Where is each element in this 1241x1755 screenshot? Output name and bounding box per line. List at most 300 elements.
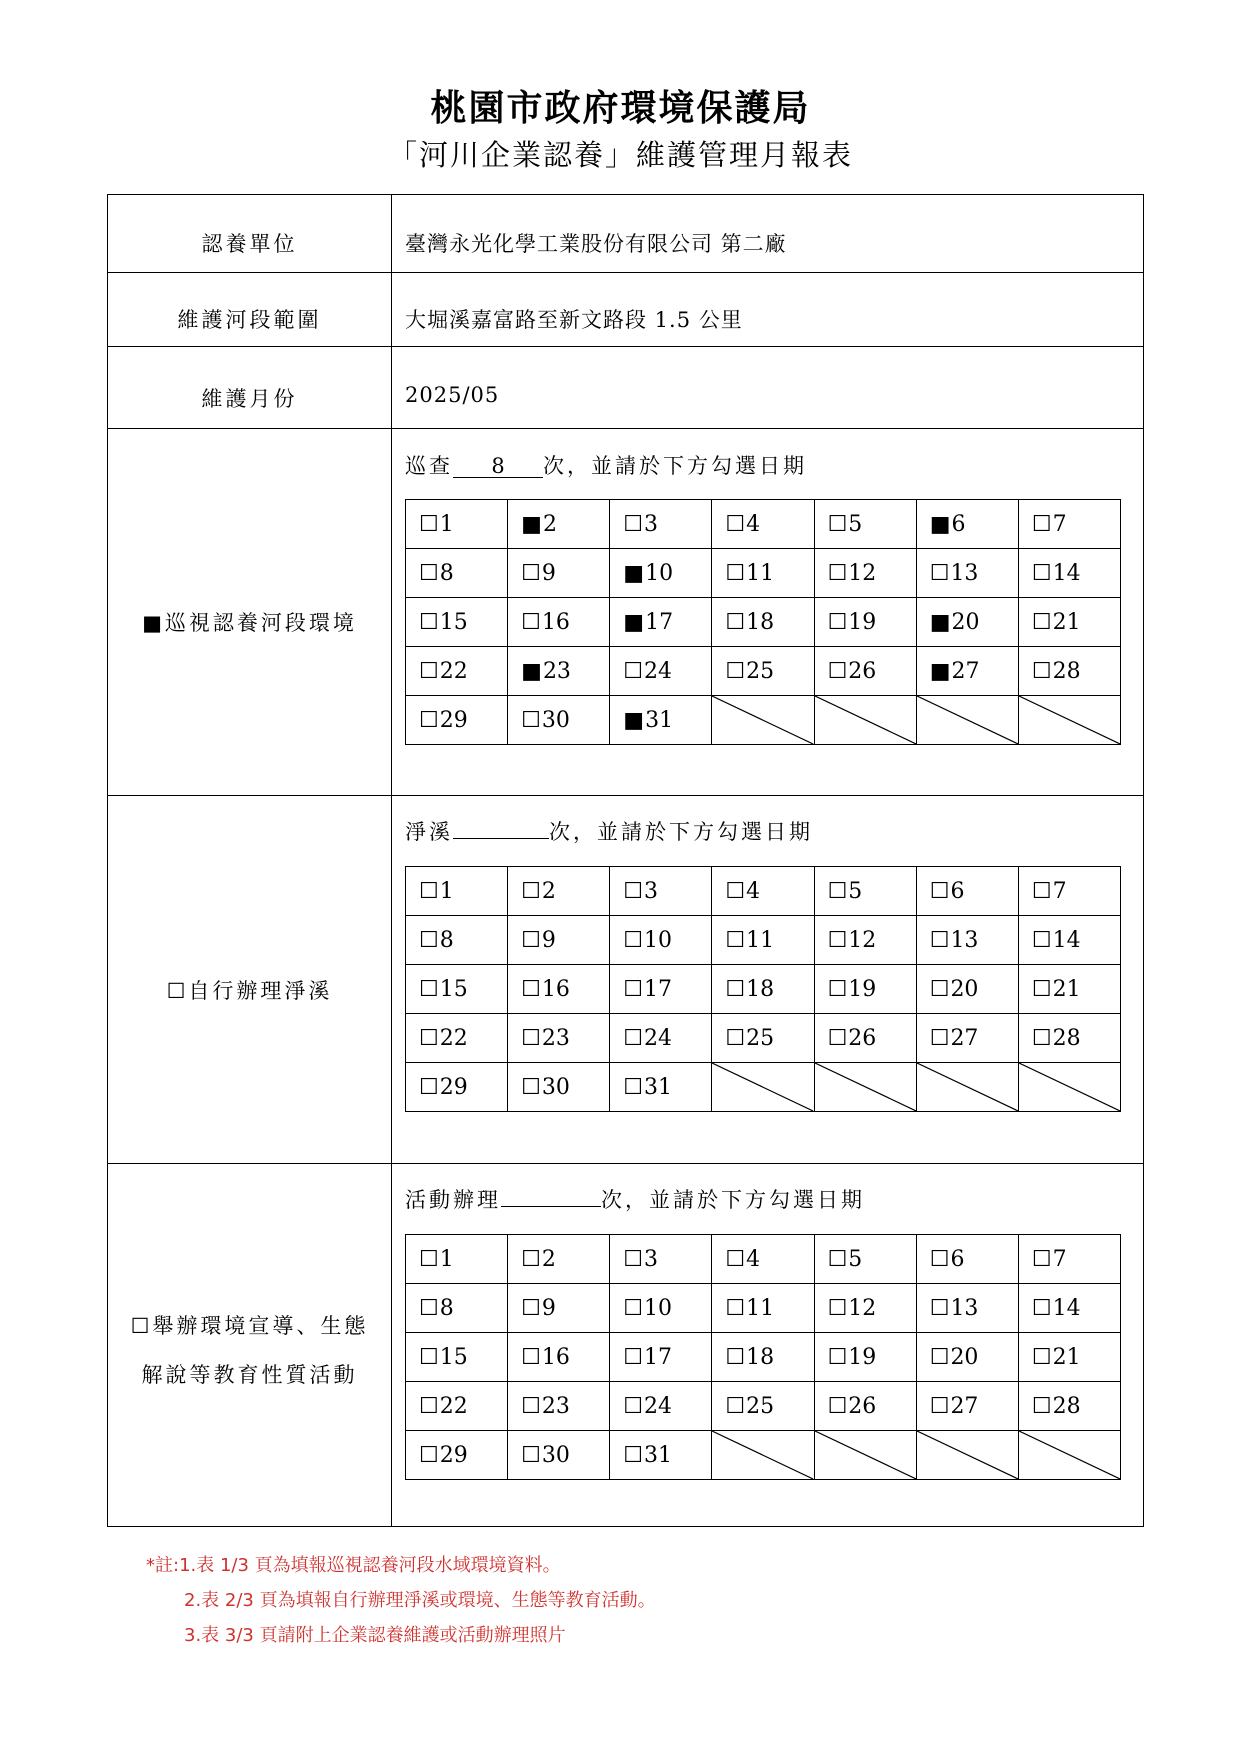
day-checkbox-28[interactable]: [1018, 647, 1120, 696]
day-number: 7: [1052, 878, 1067, 904]
empty-day-cell: [712, 1431, 814, 1480]
day-number: 29: [439, 707, 468, 733]
checked-box-icon: ■: [623, 560, 645, 586]
day-checkbox-23[interactable]: [508, 647, 610, 696]
unchecked-box-icon: ☐: [623, 976, 644, 1002]
river-section-value: 大堀溪嘉富路至新文路段 1.5 公里: [405, 308, 743, 332]
day-checkbox-12[interactable]: [814, 916, 916, 965]
day-number: 21: [1052, 1344, 1081, 1370]
day-checkbox-5[interactable]: [814, 500, 916, 549]
day-number: 27: [950, 1393, 979, 1419]
day-number: 29: [439, 1074, 468, 1100]
patrol-count-suffix: 次，並請於下方勾選日期: [543, 454, 807, 478]
day-number: 28: [1052, 658, 1081, 684]
day-number: 12: [848, 1295, 877, 1321]
day-checkbox-15[interactable]: [406, 598, 508, 647]
day-number: 5: [848, 511, 863, 537]
day-checkbox-1[interactable]: [406, 1235, 508, 1284]
day-checkbox-31[interactable]: [610, 1431, 712, 1480]
day-number: 30: [541, 1442, 570, 1468]
diagonal-strike-icon: [1019, 1431, 1120, 1479]
day-number: 9: [541, 560, 556, 586]
day-checkbox-13[interactable]: [916, 916, 1018, 965]
day-number: 14: [1052, 927, 1081, 953]
day-number: 26: [848, 658, 877, 684]
day-number: 16: [541, 609, 570, 635]
checked-box-icon: ■: [929, 511, 951, 537]
day-checkbox-5[interactable]: [814, 1235, 916, 1284]
day-checkbox-2[interactable]: [508, 1235, 610, 1284]
day-number: 14: [1052, 560, 1081, 586]
activity-count-prefix: 活動辦理: [405, 1188, 501, 1212]
day-number: 5: [848, 1246, 863, 1272]
footnote-1: *註:1.表 1/3 頁為填報巡視認養河段水域環境資料。: [146, 1555, 561, 1576]
unchecked-box-icon: ☐: [419, 878, 439, 904]
day-checkbox-16[interactable]: [508, 1333, 610, 1382]
day-checkbox-8[interactable]: [406, 549, 508, 598]
empty-day-cell: [916, 1063, 1018, 1112]
unchecked-box-icon: ☐: [623, 1344, 644, 1370]
unchecked-box-icon: ☐: [1031, 927, 1052, 953]
day-number: 10: [645, 560, 674, 586]
day-number: 22: [439, 1393, 468, 1419]
day-checkbox-21[interactable]: [1018, 965, 1120, 1014]
day-number: 24: [644, 658, 673, 684]
cleanup-count-suffix: 次，並請於下方勾選日期: [549, 820, 813, 844]
day-checkbox-26[interactable]: [814, 1014, 916, 1063]
unchecked-box-icon: ☐: [419, 927, 439, 953]
day-number: 23: [542, 658, 571, 684]
footnote-3: 3.表 3/3 頁請附上企業認養維護或活動辦理照片: [184, 1625, 566, 1646]
date-grid-row: [406, 1431, 1121, 1480]
day-checkbox-4[interactable]: [712, 1235, 814, 1284]
day-checkbox-15[interactable]: [406, 965, 508, 1014]
unchecked-box-icon: ☐: [521, 1393, 541, 1419]
day-checkbox-24[interactable]: [610, 1382, 712, 1431]
day-checkbox-4[interactable]: [712, 867, 814, 916]
day-checkbox-2[interactable]: [508, 867, 610, 916]
day-number: 17: [644, 1344, 673, 1370]
day-number: 21: [1052, 609, 1081, 635]
day-checkbox-6[interactable]: [916, 867, 1018, 916]
day-number: 28: [1052, 1393, 1081, 1419]
day-checkbox-7[interactable]: [1018, 1235, 1120, 1284]
unchecked-box-icon: ☐: [1031, 976, 1052, 1002]
unchecked-box-icon: ☐: [725, 1295, 746, 1321]
day-checkbox-2[interactable]: [508, 500, 610, 549]
empty-day-cell: [814, 1063, 916, 1112]
unchecked-box-icon: ☐: [929, 927, 950, 953]
unchecked-box-icon: ☐: [419, 1246, 439, 1272]
unchecked-box-icon: ☐: [827, 1246, 848, 1272]
day-checkbox-17[interactable]: [610, 598, 712, 647]
day-checkbox-25[interactable]: [712, 1014, 814, 1063]
day-checkbox-23[interactable]: [508, 1014, 610, 1063]
day-checkbox-27[interactable]: [916, 1014, 1018, 1063]
patrol-count-value[interactable]: 8: [453, 455, 543, 478]
checked-box-icon: ■: [623, 707, 645, 733]
unchecked-box-icon: ☐: [725, 560, 746, 586]
day-number: 24: [644, 1025, 673, 1051]
row-divider: [107, 428, 1144, 429]
day-number: 27: [950, 1025, 979, 1051]
day-checkbox-25[interactable]: [712, 1382, 814, 1431]
day-checkbox-30[interactable]: [508, 1063, 610, 1112]
date-grid-row: [406, 1014, 1121, 1063]
unchecked-box-icon: ☐: [419, 1295, 439, 1321]
day-number: 3: [644, 878, 659, 904]
day-checkbox-19[interactable]: [814, 598, 916, 647]
cleanup-count-value[interactable]: [453, 838, 549, 839]
empty-day-cell: [1018, 696, 1120, 745]
day-number: 17: [645, 609, 674, 635]
month-value: 2025/05: [405, 383, 500, 407]
unchecked-box-icon: ☐: [929, 1025, 950, 1051]
day-checkbox-21[interactable]: [1018, 1333, 1120, 1382]
unchecked-box-icon: ☐: [1031, 1344, 1052, 1370]
diagonal-strike-icon: [712, 696, 813, 744]
day-checkbox-1[interactable]: [406, 867, 508, 916]
unchecked-box-icon: ☐: [419, 1025, 439, 1051]
unchecked-box-icon: ☐: [929, 560, 950, 586]
unchecked-box-icon: ☐: [623, 1442, 644, 1468]
day-number: 16: [541, 976, 570, 1002]
day-number: 11: [746, 560, 775, 586]
unchecked-box-icon: ☐: [419, 511, 439, 537]
day-number: 20: [951, 609, 980, 635]
date-grid-row: [406, 1063, 1121, 1112]
day-checkbox-10[interactable]: [610, 916, 712, 965]
unchecked-box-icon: ☐: [419, 707, 439, 733]
unchecked-box-icon: ☐: [725, 609, 746, 635]
day-checkbox-31[interactable]: [610, 696, 712, 745]
day-checkbox-23[interactable]: [508, 1382, 610, 1431]
row-divider: [107, 1163, 1144, 1164]
patrol-label: ■巡視認養河段環境: [142, 611, 357, 635]
day-checkbox-30[interactable]: [508, 1431, 610, 1480]
unchecked-box-icon: ☐: [725, 511, 746, 537]
day-number: 12: [848, 927, 877, 953]
unchecked-box-icon: ☐: [725, 1246, 746, 1272]
day-checkbox-4[interactable]: [712, 500, 814, 549]
unchecked-box-icon: ☐: [1031, 1393, 1052, 1419]
unchecked-box-icon: ☐: [623, 878, 644, 904]
diagonal-strike-icon: [917, 1063, 1018, 1111]
unchecked-box-icon: ☐: [929, 1393, 950, 1419]
day-number: 20: [950, 976, 979, 1002]
diagonal-strike-icon: [917, 696, 1018, 744]
activity-count-value[interactable]: [501, 1206, 601, 1207]
day-number: 6: [951, 511, 966, 537]
cleanup-date-grid: [405, 866, 1121, 1112]
adopter-value: 臺灣永光化學工業股份有限公司 第二廠: [405, 232, 787, 256]
day-checkbox-20[interactable]: [916, 1333, 1018, 1382]
unchecked-box-icon: ☐: [725, 1344, 746, 1370]
empty-day-cell: [916, 1431, 1018, 1480]
day-number: 10: [644, 1295, 673, 1321]
day-number: 17: [644, 976, 673, 1002]
day-checkbox-22[interactable]: [406, 1382, 508, 1431]
day-checkbox-27[interactable]: [916, 647, 1018, 696]
day-number: 22: [439, 658, 468, 684]
day-checkbox-29[interactable]: [406, 1431, 508, 1480]
day-checkbox-17[interactable]: [610, 965, 712, 1014]
day-number: 12: [848, 560, 877, 586]
checked-box-icon: ■: [929, 658, 951, 684]
day-checkbox-14[interactable]: [1018, 549, 1120, 598]
unchecked-box-icon: ☐: [1031, 1295, 1052, 1321]
diagonal-strike-icon: [815, 696, 916, 744]
day-checkbox-11[interactable]: [712, 1284, 814, 1333]
day-checkbox-28[interactable]: [1018, 1382, 1120, 1431]
day-checkbox-7[interactable]: [1018, 500, 1120, 549]
row-divider: [107, 272, 1144, 273]
unchecked-box-icon: ☐: [419, 1344, 439, 1370]
day-number: 2: [541, 878, 556, 904]
unchecked-box-icon: ☐: [827, 1344, 848, 1370]
day-number: 1: [439, 878, 454, 904]
unchecked-box-icon: ☐: [623, 1246, 644, 1272]
patrol-count-line: [405, 450, 807, 480]
unchecked-box-icon: ☐: [521, 976, 541, 1002]
day-checkbox-1[interactable]: [406, 500, 508, 549]
day-checkbox-29[interactable]: [406, 1063, 508, 1112]
day-checkbox-3[interactable]: [610, 500, 712, 549]
date-grid-row: [406, 1382, 1121, 1431]
day-number: 7: [1052, 511, 1067, 537]
empty-day-cell: [814, 1431, 916, 1480]
unchecked-box-icon: ☐: [929, 878, 950, 904]
day-checkbox-20[interactable]: [916, 598, 1018, 647]
day-number: 15: [439, 976, 468, 1002]
day-number: 22: [439, 1025, 468, 1051]
day-number: 11: [746, 1295, 775, 1321]
day-checkbox-21[interactable]: [1018, 598, 1120, 647]
unchecked-box-icon: ☐: [623, 1393, 644, 1419]
day-number: 4: [746, 878, 761, 904]
patrol-count-prefix: 巡查: [405, 454, 453, 478]
day-number: 11: [746, 927, 775, 953]
day-number: 6: [950, 1246, 965, 1272]
day-number: 8: [439, 927, 454, 953]
day-checkbox-3[interactable]: [610, 867, 712, 916]
day-checkbox-14[interactable]: [1018, 1284, 1120, 1333]
diagonal-strike-icon: [815, 1063, 916, 1111]
empty-day-cell: [916, 696, 1018, 745]
day-number: 25: [746, 1025, 775, 1051]
date-grid-row: [406, 1333, 1121, 1382]
diagonal-strike-icon: [1019, 696, 1120, 744]
day-checkbox-10[interactable]: [610, 549, 712, 598]
checked-box-icon: ■: [521, 511, 542, 537]
day-number: 4: [746, 1246, 761, 1272]
unchecked-box-icon: ☐: [827, 1025, 848, 1051]
unchecked-box-icon: ☐: [725, 927, 746, 953]
unchecked-box-icon: ☐: [827, 976, 848, 1002]
day-number: 20: [950, 1344, 979, 1370]
day-number: 10: [644, 927, 673, 953]
day-checkbox-11[interactable]: [712, 549, 814, 598]
unchecked-box-icon: ☐: [521, 1074, 541, 1100]
unchecked-box-icon: ☐: [827, 658, 848, 684]
unchecked-box-icon: ☐: [521, 1246, 541, 1272]
unchecked-box-icon: ☐: [419, 609, 439, 635]
empty-day-cell: [1018, 1063, 1120, 1112]
date-grid-row: [406, 916, 1121, 965]
page-title: 桃園市政府環境保護局: [430, 87, 811, 129]
unchecked-box-icon: ☐: [521, 878, 541, 904]
day-checkbox-9[interactable]: [508, 1284, 610, 1333]
unchecked-box-icon: ☐: [419, 658, 439, 684]
day-number: 9: [541, 1295, 556, 1321]
day-number: 18: [746, 609, 775, 635]
date-grid-row: [406, 1235, 1121, 1284]
footnotes: [146, 1548, 656, 1653]
unchecked-box-icon: ☐: [419, 560, 439, 586]
day-checkbox-26[interactable]: [814, 1382, 916, 1431]
day-number: 21: [1052, 976, 1081, 1002]
day-checkbox-27[interactable]: [916, 1382, 1018, 1431]
unchecked-box-icon: ☐: [1031, 609, 1052, 635]
day-checkbox-18[interactable]: [712, 598, 814, 647]
day-number: 29: [439, 1442, 468, 1468]
activity-label-line2: 解說等教育性質活動: [141, 1363, 358, 1387]
day-checkbox-5[interactable]: [814, 867, 916, 916]
day-checkbox-29[interactable]: [406, 696, 508, 745]
unchecked-box-icon: ☐: [623, 511, 644, 537]
unchecked-box-icon: ☐: [929, 976, 950, 1002]
day-checkbox-13[interactable]: [916, 1284, 1018, 1333]
unchecked-box-icon: ☐: [419, 1442, 439, 1468]
day-number: 18: [746, 976, 775, 1002]
day-checkbox-28[interactable]: [1018, 1014, 1120, 1063]
day-number: 31: [644, 1074, 673, 1100]
day-checkbox-22[interactable]: [406, 647, 508, 696]
day-checkbox-12[interactable]: [814, 1284, 916, 1333]
day-number: 25: [746, 1393, 775, 1419]
unchecked-box-icon: ☐: [1031, 511, 1052, 537]
day-checkbox-13[interactable]: [916, 549, 1018, 598]
empty-day-cell: [712, 696, 814, 745]
day-checkbox-10[interactable]: [610, 1284, 712, 1333]
date-grid-row: [406, 500, 1121, 549]
row-divider: [107, 795, 1144, 796]
day-checkbox-8[interactable]: [406, 1284, 508, 1333]
activity-label-line1: ☐舉辦環境宣導、生態: [130, 1314, 369, 1338]
unchecked-box-icon: ☐: [521, 1295, 541, 1321]
checked-box-icon: ■: [623, 609, 645, 635]
unchecked-box-icon: ☐: [725, 1393, 746, 1419]
day-checkbox-20[interactable]: [916, 965, 1018, 1014]
day-number: 27: [951, 658, 980, 684]
day-checkbox-6[interactable]: [916, 500, 1018, 549]
unchecked-box-icon: ☐: [929, 1295, 950, 1321]
unchecked-box-icon: ☐: [521, 927, 541, 953]
day-number: 25: [746, 658, 775, 684]
day-number: 13: [950, 1295, 979, 1321]
activity-date-grid: [405, 1234, 1121, 1480]
date-grid-row: [406, 696, 1121, 745]
day-number: 30: [541, 1074, 570, 1100]
day-checkbox-31[interactable]: [610, 1063, 712, 1112]
day-checkbox-19[interactable]: [814, 965, 916, 1014]
unchecked-box-icon: ☐: [419, 1074, 439, 1100]
day-checkbox-9[interactable]: [508, 549, 610, 598]
date-grid-row: [406, 549, 1121, 598]
unchecked-box-icon: ☐: [521, 707, 541, 733]
empty-day-cell: [712, 1063, 814, 1112]
date-grid-row: [406, 965, 1121, 1014]
day-checkbox-15[interactable]: [406, 1333, 508, 1382]
day-checkbox-22[interactable]: [406, 1014, 508, 1063]
day-checkbox-17[interactable]: [610, 1333, 712, 1382]
unchecked-box-icon: ☐: [623, 658, 644, 684]
day-checkbox-14[interactable]: [1018, 916, 1120, 965]
day-number: 24: [644, 1393, 673, 1419]
day-number: 9: [541, 927, 556, 953]
unchecked-box-icon: ☐: [929, 1246, 950, 1272]
day-number: 16: [541, 1344, 570, 1370]
diagonal-strike-icon: [712, 1431, 813, 1479]
day-checkbox-16[interactable]: [508, 965, 610, 1014]
unchecked-box-icon: ☐: [623, 1025, 644, 1051]
diagonal-strike-icon: [815, 1431, 916, 1479]
day-number: 6: [950, 878, 965, 904]
date-grid-row: [406, 647, 1121, 696]
unchecked-box-icon: ☐: [1031, 1025, 1052, 1051]
day-checkbox-18[interactable]: [712, 965, 814, 1014]
day-checkbox-16[interactable]: [508, 598, 610, 647]
day-checkbox-11[interactable]: [712, 916, 814, 965]
day-checkbox-3[interactable]: [610, 1235, 712, 1284]
day-number: 7: [1052, 1246, 1067, 1272]
day-checkbox-12[interactable]: [814, 549, 916, 598]
empty-day-cell: [1018, 1431, 1120, 1480]
checked-box-icon: ■: [521, 658, 542, 684]
day-checkbox-18[interactable]: [712, 1333, 814, 1382]
day-checkbox-24[interactable]: [610, 647, 712, 696]
day-number: 8: [439, 1295, 454, 1321]
day-checkbox-25[interactable]: [712, 647, 814, 696]
day-checkbox-19[interactable]: [814, 1333, 916, 1382]
unchecked-box-icon: ☐: [1031, 658, 1052, 684]
day-number: 14: [1052, 1295, 1081, 1321]
row-divider: [107, 346, 1144, 347]
day-checkbox-30[interactable]: [508, 696, 610, 745]
day-number: 3: [644, 511, 659, 537]
day-checkbox-26[interactable]: [814, 647, 916, 696]
unchecked-box-icon: ☐: [521, 1442, 541, 1468]
day-checkbox-24[interactable]: [610, 1014, 712, 1063]
unchecked-box-icon: ☐: [827, 511, 848, 537]
day-checkbox-9[interactable]: [508, 916, 610, 965]
empty-day-cell: [814, 696, 916, 745]
unchecked-box-icon: ☐: [1031, 560, 1052, 586]
day-checkbox-8[interactable]: [406, 916, 508, 965]
unchecked-box-icon: ☐: [827, 878, 848, 904]
unchecked-box-icon: ☐: [1031, 878, 1052, 904]
diagonal-strike-icon: [1019, 1063, 1120, 1111]
day-checkbox-7[interactable]: [1018, 867, 1120, 916]
diagonal-strike-icon: [712, 1063, 813, 1111]
day-number: 26: [848, 1025, 877, 1051]
patrol-date-grid: [405, 499, 1121, 745]
unchecked-box-icon: ☐: [521, 1344, 541, 1370]
unchecked-box-icon: ☐: [521, 609, 541, 635]
day-checkbox-6[interactable]: [916, 1235, 1018, 1284]
page-subtitle: 「河川企業認養」維護管理月報表: [387, 138, 853, 172]
unchecked-box-icon: ☐: [725, 1025, 746, 1051]
